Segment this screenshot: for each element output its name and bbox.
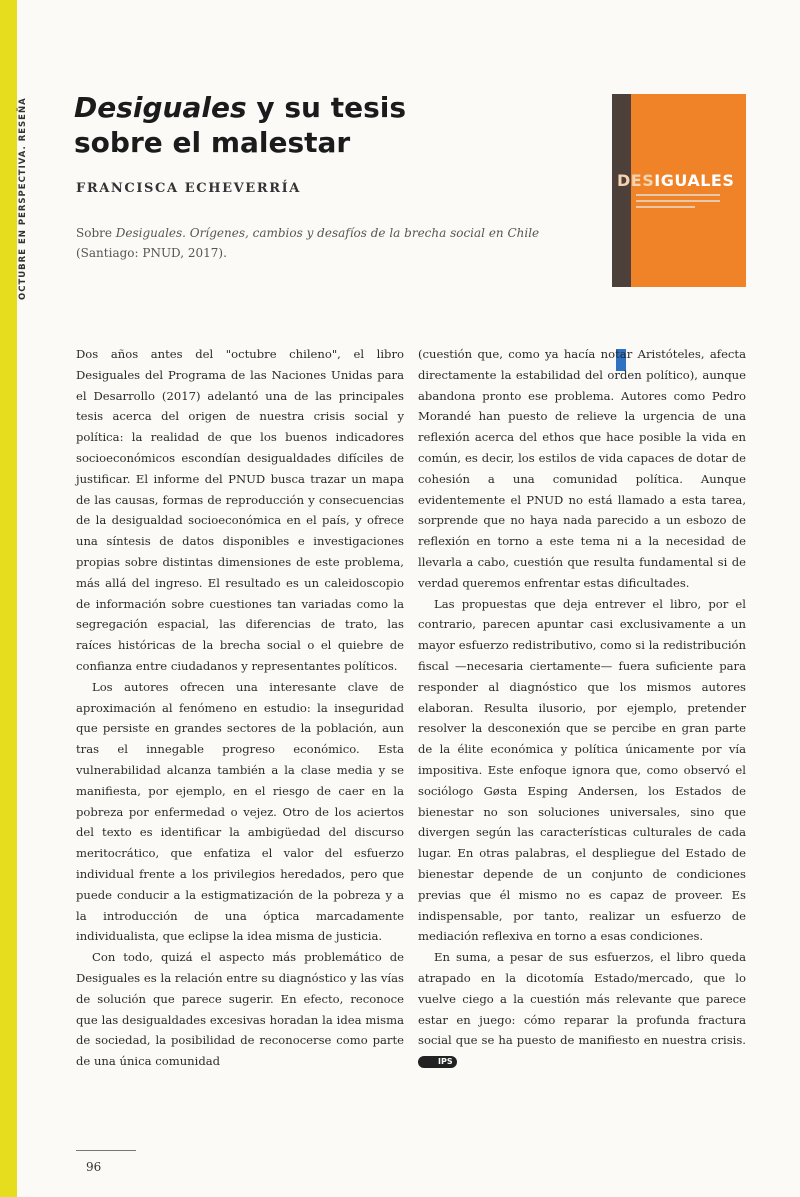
article-title <box>74 90 494 160</box>
section-label: OCTUBRE EN PERSPECTIVA. RESEÑA <box>18 97 28 300</box>
title-italic: Desiguales <box>74 91 247 124</box>
paragraph: En suma, a pesar de sus esfuerzos, el libro queda atrapado en la dicotomía Estado/mercado, que lo vuelve ciego a la cuestión más relevante que parece estar en juego: cómo reparar la profunda fractura social que se ha puesto de manifiesto en nuestra crisis. IPS <box>418 950 746 1067</box>
paragraph: Con todo, quizá el aspecto más problemático de Desiguales es la relación entre su diagnóstico y las vías de solución que parece sugerir. En efecto, reconoce que las desigualdades excesivas horadan la idea misma de sociedad, la posibilidad de reconocerse como parte de una única comunidad <box>76 950 404 1069</box>
body-column-right <box>418 344 746 1072</box>
end-mark-badge: IPS <box>418 1056 457 1068</box>
author-name: FRANCISCA ECHEVERRÍA <box>76 181 301 196</box>
cover-subtitle-lines <box>636 194 720 212</box>
paragraph: Dos años antes del "octubre chileno", el libro Desiguales del Programa de las Naciones Unidas para el Desarrollo (2017) adelantó una de las principales tesis acerca del origen de nuestra crisis social y política: la realidad de que los buenos indicadores socioeconómicos escondían desigualdades difíciles de justificar. El informe del PNUD busca trazar un mapa de las causas, formas de reproducción y consecuencias de la desigualdad socioeconómica en el país, y ofrece una síntesis de datos disponibles e investigaciones propias sobre distintas dimensiones de este problema, más allá del ingreso. El resultado es un caleidoscopio de información sobre cuestiones tan variadas como la segregación espacial, las diferencias de trato, las raíces históricas de la brecha social o el quiebre de confianza entre ciudadanos y representantes políticos. <box>76 347 404 673</box>
source-book-title: Desiguales. Orígenes, cambios y desafíos de la brecha social en Chile <box>115 226 540 240</box>
source-citation <box>76 223 546 263</box>
paragraph: (cuestión que, como ya hacía notar Aristóteles, afecta directamente la estabilidad del orden político), aunque abandona pronto ese problema. Autores como Pedro Morandé han puesto de relieve la urgencia de una reflexión acerca del ethos que hace posible la vida en común, es decir, los estilos de vida capaces de dotar de cohesión a una comunidad política. Aunque evidentemente el PNUD no está llamado a esta tarea, sorprende que no haya nada parecido a un esbozo de reflexión en torno a este tema ni a la necesidad de llevarla a cabo, cuestión que resulta fundamental si de verdad queremos enfrentar estas dificultades. <box>418 347 746 590</box>
paragraph: Los autores ofrecen una interesante clave de aproximación al fenómeno en estudio: la inseguridad que persiste en grandes sectores de la población, aun tras el innegable progreso económico. Esta vulnerabilidad alcanza también a la clase media y se manifiesta, por ejemplo, en el riesgo de caer en la pobreza por enfermedad o vejez. Otro de los aciertos del texto es identificar la ambigüedad del discurso meritocrático, que enfatiza el valor del esfuerzo individual frente a los privilegios heredados, pero que puede conducir a la estigmatización de la pobreza y a la introducción de una óptica marcadamente individualista, que eclipse la idea misma de justicia. <box>76 679 404 944</box>
page-number: 96 <box>86 1160 102 1174</box>
footer-rule <box>76 1150 136 1151</box>
accent-sidebar <box>0 0 17 1197</box>
title-rest: y su tesis sobre el malestar <box>74 91 407 159</box>
source-details: (Santiago: PNUD, 2017). <box>76 246 227 260</box>
cover-title: DESIGUALES <box>617 171 735 190</box>
body-column-left <box>76 344 404 1072</box>
book-cover <box>612 94 746 287</box>
cover-band <box>612 94 631 287</box>
source-prefix: Sobre <box>76 226 116 240</box>
paragraph: Las propuestas que deja entrever el libro, por el contrario, parecen apuntar casi exclusivamente a un mayor esfuerzo redistributivo, como si la redistribución fiscal —necesaria ciertamente— fuera suficiente para responder al diagnóstico que los mismos autores elaboran. Resulta ilusorio, por ejemplo, pretender resolver la desconexión que se percibe en gran parte de la élite económica y política únicamente por vía impositiva. Este enfoque ignora que, como observó el sociólogo Gøsta Esping Andersen, los Estados de bienestar no son soluciones universales, sino que divergen según las características culturales de cada lugar. En otras palabras, el despliegue del Estado de bienestar depende de un conjunto de condiciones previas que él mismo no es capaz de proveer. Es indispensable, por tanto, realizar un esfuerzo de mediación reflexiva en torno a esas condiciones. <box>418 596 746 944</box>
